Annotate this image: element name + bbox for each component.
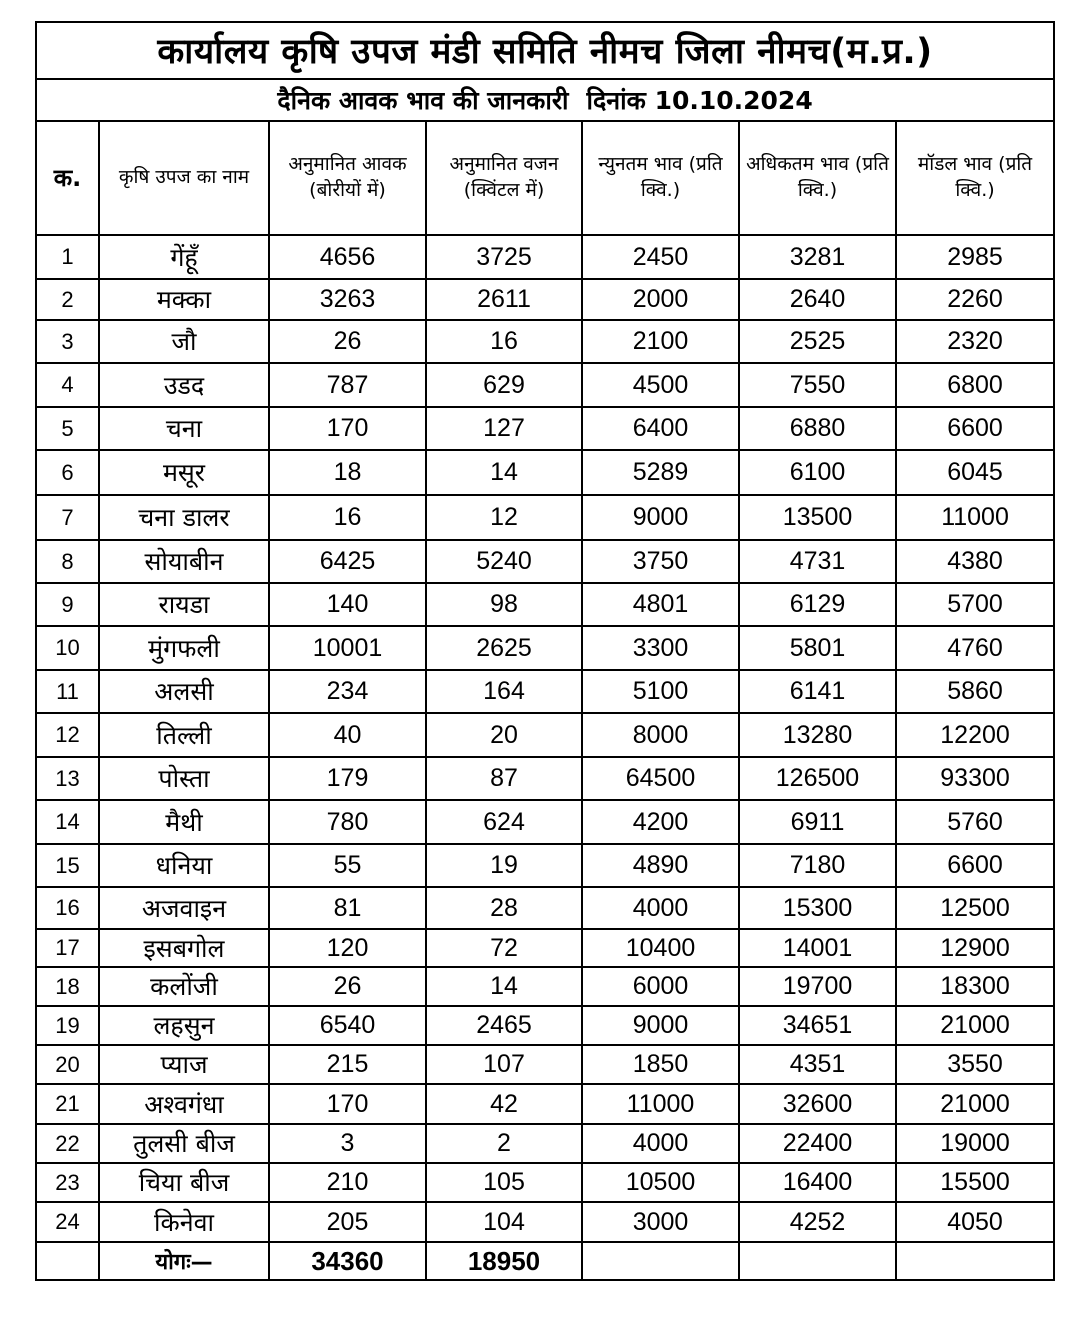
bags-cell: 6425 (269, 540, 426, 583)
table-row (36, 670, 1054, 713)
weight-cell: 5240 (426, 540, 582, 583)
weight-cell: 42 (426, 1084, 582, 1124)
table-row (36, 1084, 1054, 1124)
min-price-cell: 4500 (582, 363, 739, 407)
total-row (36, 1242, 1054, 1280)
modal-price-cell: 3550 (896, 1045, 1054, 1084)
table-row (36, 540, 1054, 583)
serial-cell: 19 (36, 1006, 99, 1045)
weight-cell: 28 (426, 887, 582, 929)
max-price-cell: 14001 (739, 929, 896, 967)
weight-cell: 104 (426, 1202, 582, 1242)
bags-cell: 40 (269, 713, 426, 757)
weight-cell: 2625 (426, 626, 582, 670)
min-price-cell: 2000 (582, 279, 739, 320)
table-row (36, 1202, 1054, 1242)
max-price-cell: 5801 (739, 626, 896, 670)
min-price-cell: 64500 (582, 757, 739, 800)
serial-cell: 12 (36, 713, 99, 757)
modal-price-cell: 6600 (896, 407, 1054, 450)
table-row (36, 583, 1054, 626)
col-header-serial: क. (36, 121, 99, 235)
modal-price-cell: 6800 (896, 363, 1054, 407)
modal-price-cell: 11000 (896, 495, 1054, 540)
serial-cell: 1 (36, 235, 99, 279)
bags-cell: 170 (269, 407, 426, 450)
weight-cell: 72 (426, 929, 582, 967)
table-row (36, 235, 1054, 279)
bags-cell: 55 (269, 844, 426, 887)
weight-cell: 19 (426, 844, 582, 887)
weight-cell: 20 (426, 713, 582, 757)
office-title: कार्यालय कृषि उपज मंडी समिति नीमच जिला नीमच(म.प्र.) (36, 22, 1054, 79)
table-row (36, 1124, 1054, 1163)
weight-cell: 14 (426, 450, 582, 495)
table-row (36, 495, 1054, 540)
subtitle-label: दैनिक आवक भाव की जानकारी (277, 86, 569, 115)
table-row (36, 713, 1054, 757)
modal-price-cell: 2260 (896, 279, 1054, 320)
serial-cell: 5 (36, 407, 99, 450)
crop-name-cell: इसबगोल (99, 929, 269, 967)
table-row (36, 844, 1054, 887)
max-price-cell: 32600 (739, 1084, 896, 1124)
crop-name-cell: मसूर (99, 450, 269, 495)
total-empty-cell (36, 1242, 99, 1280)
serial-cell: 2 (36, 279, 99, 320)
serial-cell: 7 (36, 495, 99, 540)
serial-cell: 10 (36, 626, 99, 670)
modal-price-cell: 15500 (896, 1163, 1054, 1202)
max-price-cell: 2525 (739, 320, 896, 363)
crop-name-cell: अलसी (99, 670, 269, 713)
bags-cell: 26 (269, 967, 426, 1006)
serial-cell: 11 (36, 670, 99, 713)
table-row (36, 1045, 1054, 1084)
crop-name-cell: सोयाबीन (99, 540, 269, 583)
weight-cell: 87 (426, 757, 582, 800)
col-header-modal-price: मॉडल भाव (प्रति क्वि.) (896, 121, 1054, 235)
serial-cell: 17 (36, 929, 99, 967)
bags-cell: 210 (269, 1163, 426, 1202)
mandi-rate-sheet (35, 21, 1053, 1281)
max-price-cell: 6100 (739, 450, 896, 495)
crop-name-cell: किनेवा (99, 1202, 269, 1242)
min-price-cell: 8000 (582, 713, 739, 757)
weight-cell: 624 (426, 800, 582, 844)
max-price-cell: 13280 (739, 713, 896, 757)
crop-name-cell: मैथी (99, 800, 269, 844)
column-header-row (36, 121, 1054, 235)
date-label: दिनांक (586, 86, 646, 115)
report-subtitle (36, 79, 1054, 121)
min-price-cell: 10400 (582, 929, 739, 967)
max-price-cell: 6880 (739, 407, 896, 450)
crop-name-cell: अजवाइन (99, 887, 269, 929)
modal-price-cell: 12900 (896, 929, 1054, 967)
bags-cell: 10001 (269, 626, 426, 670)
weight-cell: 2465 (426, 1006, 582, 1045)
col-header-estimated-weight: अनुमानित वजन (क्विंटल में) (426, 121, 582, 235)
weight-cell: 3725 (426, 235, 582, 279)
min-price-cell: 4890 (582, 844, 739, 887)
bags-cell: 780 (269, 800, 426, 844)
crop-name-cell: तुलसी बीज (99, 1124, 269, 1163)
bags-cell: 16 (269, 495, 426, 540)
max-price-cell: 13500 (739, 495, 896, 540)
crop-name-cell: पोस्ता (99, 757, 269, 800)
weight-cell: 98 (426, 583, 582, 626)
weight-cell: 107 (426, 1045, 582, 1084)
modal-price-cell: 12500 (896, 887, 1054, 929)
bags-cell: 120 (269, 929, 426, 967)
weight-cell: 164 (426, 670, 582, 713)
bags-cell: 3 (269, 1124, 426, 1163)
max-price-cell: 3281 (739, 235, 896, 279)
crop-name-cell: चना (99, 407, 269, 450)
total-empty-cell (582, 1242, 739, 1280)
bags-cell: 26 (269, 320, 426, 363)
bags-cell: 170 (269, 1084, 426, 1124)
modal-price-cell: 12200 (896, 713, 1054, 757)
bags-cell: 234 (269, 670, 426, 713)
table-row (36, 279, 1054, 320)
serial-cell: 13 (36, 757, 99, 800)
total-bags: 34360 (269, 1242, 426, 1280)
bags-cell: 6540 (269, 1006, 426, 1045)
modal-price-cell: 19000 (896, 1124, 1054, 1163)
max-price-cell: 19700 (739, 967, 896, 1006)
max-price-cell: 22400 (739, 1124, 896, 1163)
max-price-cell: 6129 (739, 583, 896, 626)
min-price-cell: 4801 (582, 583, 739, 626)
col-header-max-price: अधिकतम भाव (प्रति क्वि.) (739, 121, 896, 235)
min-price-cell: 11000 (582, 1084, 739, 1124)
table-row (36, 450, 1054, 495)
serial-cell: 9 (36, 583, 99, 626)
max-price-cell: 6911 (739, 800, 896, 844)
modal-price-cell: 21000 (896, 1006, 1054, 1045)
max-price-cell: 2640 (739, 279, 896, 320)
serial-cell: 15 (36, 844, 99, 887)
weight-cell: 105 (426, 1163, 582, 1202)
min-price-cell: 2100 (582, 320, 739, 363)
table-row (36, 1006, 1054, 1045)
max-price-cell: 4252 (739, 1202, 896, 1242)
crop-name-cell: चना डालर (99, 495, 269, 540)
max-price-cell: 16400 (739, 1163, 896, 1202)
table-row (36, 929, 1054, 967)
crop-name-cell: प्याज (99, 1045, 269, 1084)
max-price-cell: 4731 (739, 540, 896, 583)
min-price-cell: 4200 (582, 800, 739, 844)
min-price-cell: 3750 (582, 540, 739, 583)
col-header-estimated-bags: अनुमानित आवक (बोरीयों में) (269, 121, 426, 235)
modal-price-cell: 6045 (896, 450, 1054, 495)
bags-cell: 81 (269, 887, 426, 929)
table-row (36, 1163, 1054, 1202)
serial-cell: 23 (36, 1163, 99, 1202)
table-row (36, 967, 1054, 1006)
modal-price-cell: 21000 (896, 1084, 1054, 1124)
crop-name-cell: तिल्ली (99, 713, 269, 757)
crop-name-cell: गेंहूँ (99, 235, 269, 279)
max-price-cell: 7180 (739, 844, 896, 887)
min-price-cell: 3300 (582, 626, 739, 670)
bags-cell: 3263 (269, 279, 426, 320)
table-row (36, 800, 1054, 844)
min-price-cell: 9000 (582, 495, 739, 540)
min-price-cell: 3000 (582, 1202, 739, 1242)
modal-price-cell: 4760 (896, 626, 1054, 670)
min-price-cell: 6000 (582, 967, 739, 1006)
modal-price-cell: 18300 (896, 967, 1054, 1006)
weight-cell: 2 (426, 1124, 582, 1163)
modal-price-cell: 5760 (896, 800, 1054, 844)
min-price-cell: 1850 (582, 1045, 739, 1084)
crop-name-cell: अश्वगंधा (99, 1084, 269, 1124)
min-price-cell: 9000 (582, 1006, 739, 1045)
serial-cell: 8 (36, 540, 99, 583)
max-price-cell: 34651 (739, 1006, 896, 1045)
modal-price-cell: 4380 (896, 540, 1054, 583)
serial-cell: 14 (36, 800, 99, 844)
total-label: योगः— (99, 1242, 269, 1280)
min-price-cell: 5289 (582, 450, 739, 495)
modal-price-cell: 6600 (896, 844, 1054, 887)
table-row (36, 320, 1054, 363)
min-price-cell: 4000 (582, 1124, 739, 1163)
weight-cell: 127 (426, 407, 582, 450)
col-header-crop-name: कृषि उपज का नाम (99, 121, 269, 235)
serial-cell: 24 (36, 1202, 99, 1242)
bags-cell: 787 (269, 363, 426, 407)
modal-price-cell: 2985 (896, 235, 1054, 279)
bags-cell: 4656 (269, 235, 426, 279)
crop-name-cell: मक्का (99, 279, 269, 320)
total-empty-cell (739, 1242, 896, 1280)
max-price-cell: 7550 (739, 363, 896, 407)
total-empty-cell (896, 1242, 1054, 1280)
serial-cell: 21 (36, 1084, 99, 1124)
bags-cell: 179 (269, 757, 426, 800)
serial-cell: 6 (36, 450, 99, 495)
crop-name-cell: कलोंजी (99, 967, 269, 1006)
serial-cell: 16 (36, 887, 99, 929)
report-date: 10.10.2024 (654, 86, 813, 115)
max-price-cell: 6141 (739, 670, 896, 713)
bags-cell: 18 (269, 450, 426, 495)
table-row (36, 757, 1054, 800)
serial-cell: 22 (36, 1124, 99, 1163)
max-price-cell: 126500 (739, 757, 896, 800)
table-body (36, 235, 1054, 1242)
min-price-cell: 10500 (582, 1163, 739, 1202)
max-price-cell: 15300 (739, 887, 896, 929)
table-row (36, 407, 1054, 450)
table-row (36, 887, 1054, 929)
bags-cell: 215 (269, 1045, 426, 1084)
weight-cell: 12 (426, 495, 582, 540)
crop-name-cell: धनिया (99, 844, 269, 887)
table-row (36, 363, 1054, 407)
bags-cell: 205 (269, 1202, 426, 1242)
modal-price-cell: 5700 (896, 583, 1054, 626)
crop-name-cell: मुंगफली (99, 626, 269, 670)
crop-name-cell: उडद (99, 363, 269, 407)
serial-cell: 20 (36, 1045, 99, 1084)
min-price-cell: 6400 (582, 407, 739, 450)
crop-name-cell: लहसुन (99, 1006, 269, 1045)
serial-cell: 3 (36, 320, 99, 363)
min-price-cell: 4000 (582, 887, 739, 929)
weight-cell: 629 (426, 363, 582, 407)
weight-cell: 14 (426, 967, 582, 1006)
min-price-cell: 2450 (582, 235, 739, 279)
serial-cell: 18 (36, 967, 99, 1006)
total-weight: 18950 (426, 1242, 582, 1280)
min-price-cell: 5100 (582, 670, 739, 713)
crop-name-cell: चिया बीज (99, 1163, 269, 1202)
serial-cell: 4 (36, 363, 99, 407)
modal-price-cell: 2320 (896, 320, 1054, 363)
crop-name-cell: रायडा (99, 583, 269, 626)
weight-cell: 2611 (426, 279, 582, 320)
bags-cell: 140 (269, 583, 426, 626)
crop-name-cell: जौ (99, 320, 269, 363)
max-price-cell: 4351 (739, 1045, 896, 1084)
col-header-min-price: न्युनतम भाव (प्रति क्वि.) (582, 121, 739, 235)
weight-cell: 16 (426, 320, 582, 363)
modal-price-cell: 93300 (896, 757, 1054, 800)
table-row (36, 626, 1054, 670)
modal-price-cell: 5860 (896, 670, 1054, 713)
rates-table (35, 21, 1055, 1281)
modal-price-cell: 4050 (896, 1202, 1054, 1242)
